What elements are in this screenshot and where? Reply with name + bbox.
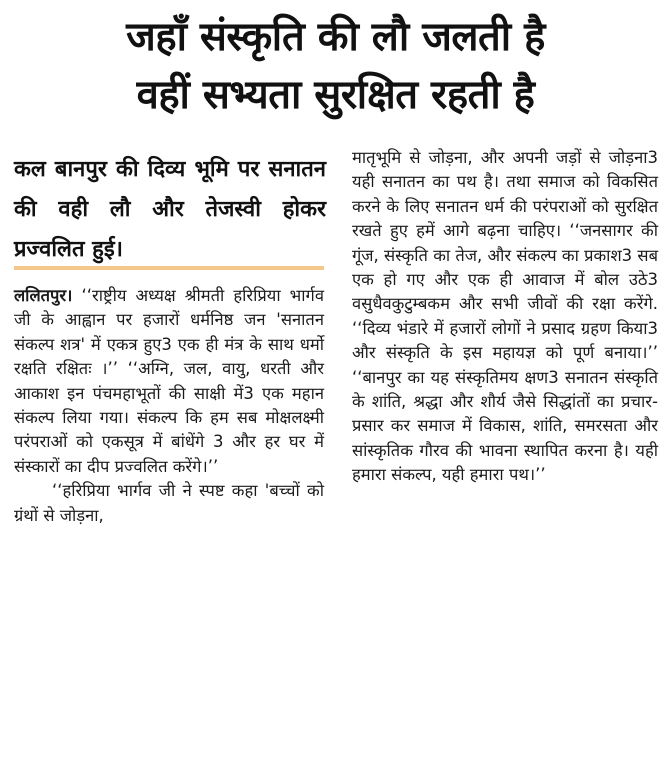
subheadline-divider [14, 266, 324, 270]
dateline: ललितपुर। [14, 286, 73, 305]
headline-line-1: जहाँ संस्कृति की लौ जलती है [126, 14, 545, 60]
subheadline: कल बानपुर की दिव्य भूमि पर सनातन की वही लौ और तेजस्वी होकर प्रज्वलित हुई। [14, 157, 326, 262]
article-paragraph-1 [14, 284, 324, 479]
article-paragraph-1-text: ‘‘राष्ट्रीय अध्यक्ष श्रीमती हरिप्रिया भार्गव जी के आह्वान पर हजारों धर्मनिष्ठ जन 'सनातन संकल्प शत्र' में एकत्र हुए3 एक ही मंत्र के साथ धर्मो रक्षति रक्षितः ।’’ ‘‘अग्नि, जल, वायु, धरती और आकाश इन पंचमहाभूतों की साक्षी में3 एक महान संकल्प लिया गया। संकल्प कि हम सब मोक्षलक्ष्मी परंपराओं को एकसूत्र में बांधेंगे 3 और हर घर में संस्कारों का दीप प्रज्वलित करेंगे।’’ [14, 286, 324, 476]
headline-line-2: वहीं सभ्यता सुरक्षित रहती है [136, 72, 535, 118]
article-column-1 [14, 284, 324, 528]
article-paragraph-3: मातृभूमि से जोड़ना, और अपनी जड़ों से जोड़ना3 यही सनातन का पथ है। तथा समाज को विकसित करने के लिए सनातन धर्म की परंपराओं को सुरक्षित रखते हुए हमें आगे बढ़ना चाहिए। ‘‘जनसागर की गूंज, संस्कृति का तेज, और संकल्प का प्रकाश3 सब एक हो गए और एक ही आवाज में बोल उठे3 वसुधैवकुटुम्बकम और सभी जीवों की रक्षा करेंगे. ‘‘दिव्य भंडारे में हजारों लोगों ने प्रसाद ग्रहण किया3 और संस्कृति के इस महायज्ञ को पूर्ण बनाया।’’ ‘‘बानपुर का यह संस्कृतिमय क्षण3 सनातन संस्कृति के शांति, श्रद्धा और शौर्य जैसे सिद्धांतों का प्रचार-प्रसार कर समाज में विकास, शांति, समरसता और सांस्कृतिक गौरव की भावना स्थापित करना है। यही हमारा संकल्प, यही हमारा पथ।’’ [352, 148, 658, 485]
headline [0, 8, 671, 124]
article-column-2 [352, 146, 658, 488]
article-paragraph-2: ‘‘हरिप्रिया भार्गव जी ने स्पष्ट कहा 'बच्चों को ग्रंथों से जोड़ना, [14, 481, 324, 525]
